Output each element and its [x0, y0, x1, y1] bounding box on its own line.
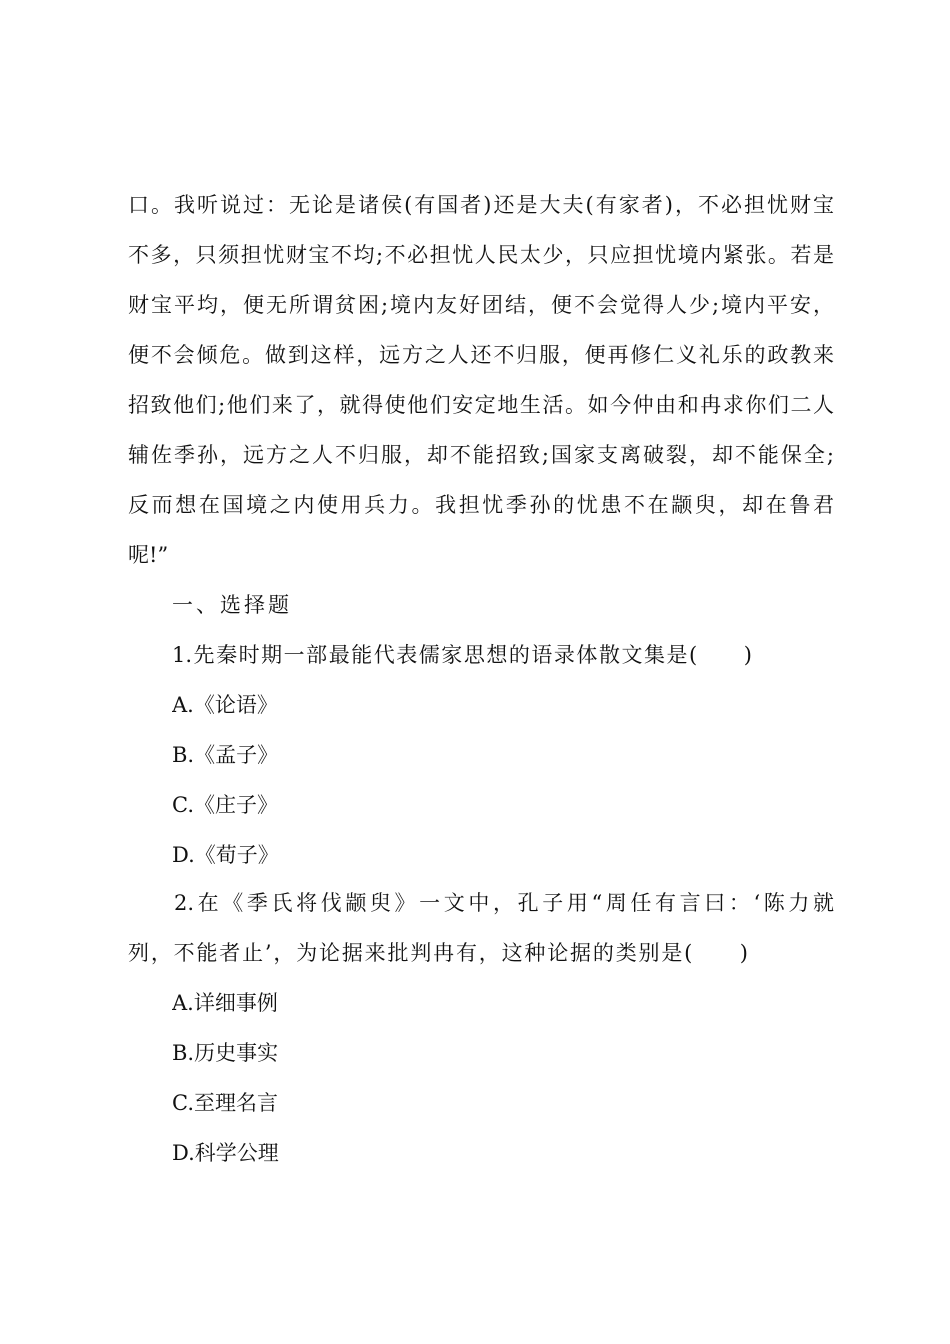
passage-line: 不多，只须担忧财宝不均;不必担忧人民太少，只应担忧境内紧张。若是 [128, 243, 834, 267]
question-stem-continued: 列，不能者止’，为论据来批判冉有，这种论据的类别是( ) [128, 941, 748, 965]
passage-line: 口。我听说过：无论是诸侯(有国者)还是大夫(有家者)，不必担忧财宝 [128, 193, 834, 217]
question-stem: 2.在《季氏将伐颛臾》一文中，孔子用“周任有言曰：‘陈力就 [174, 891, 834, 915]
option-a: A.详细事例 [172, 991, 278, 1015]
option-b: B.历史事实 [172, 1041, 279, 1065]
option-c: C.《庄子》 [172, 793, 278, 817]
passage-line: 辅佐季孙，远方之人不归服，却不能招致;国家支离破裂，却不能保全; [128, 443, 834, 467]
option-b: B.《孟子》 [172, 743, 279, 767]
passage-line: 呢!” [128, 543, 169, 567]
option-c: C.至理名言 [172, 1091, 278, 1115]
passage-line: 反而想在国境之内使用兵力。我担忧季孙的忧患不在颛臾，却在鲁君 [128, 493, 834, 517]
option-d: D.《荀子》 [172, 843, 279, 867]
option-a: A.《论语》 [172, 693, 278, 717]
question-stem: 1.先秦时期一部最能代表儒家思想的语录体散文集是( ) [172, 643, 752, 667]
option-d: D.科学公理 [172, 1141, 279, 1165]
passage-line: 便不会倾危。做到这样，远方之人还不归服，便再修仁义礼乐的政教来 [128, 343, 834, 367]
passage-line: 财宝平均，便无所谓贫困;境内友好团结，便不会觉得人少;境内平安， [128, 293, 834, 317]
passage-line: 招致他们;他们来了，就得使他们安定地生活。如今仲由和冉求你们二人 [128, 393, 834, 417]
section-title: 一、选择题 [172, 593, 292, 617]
